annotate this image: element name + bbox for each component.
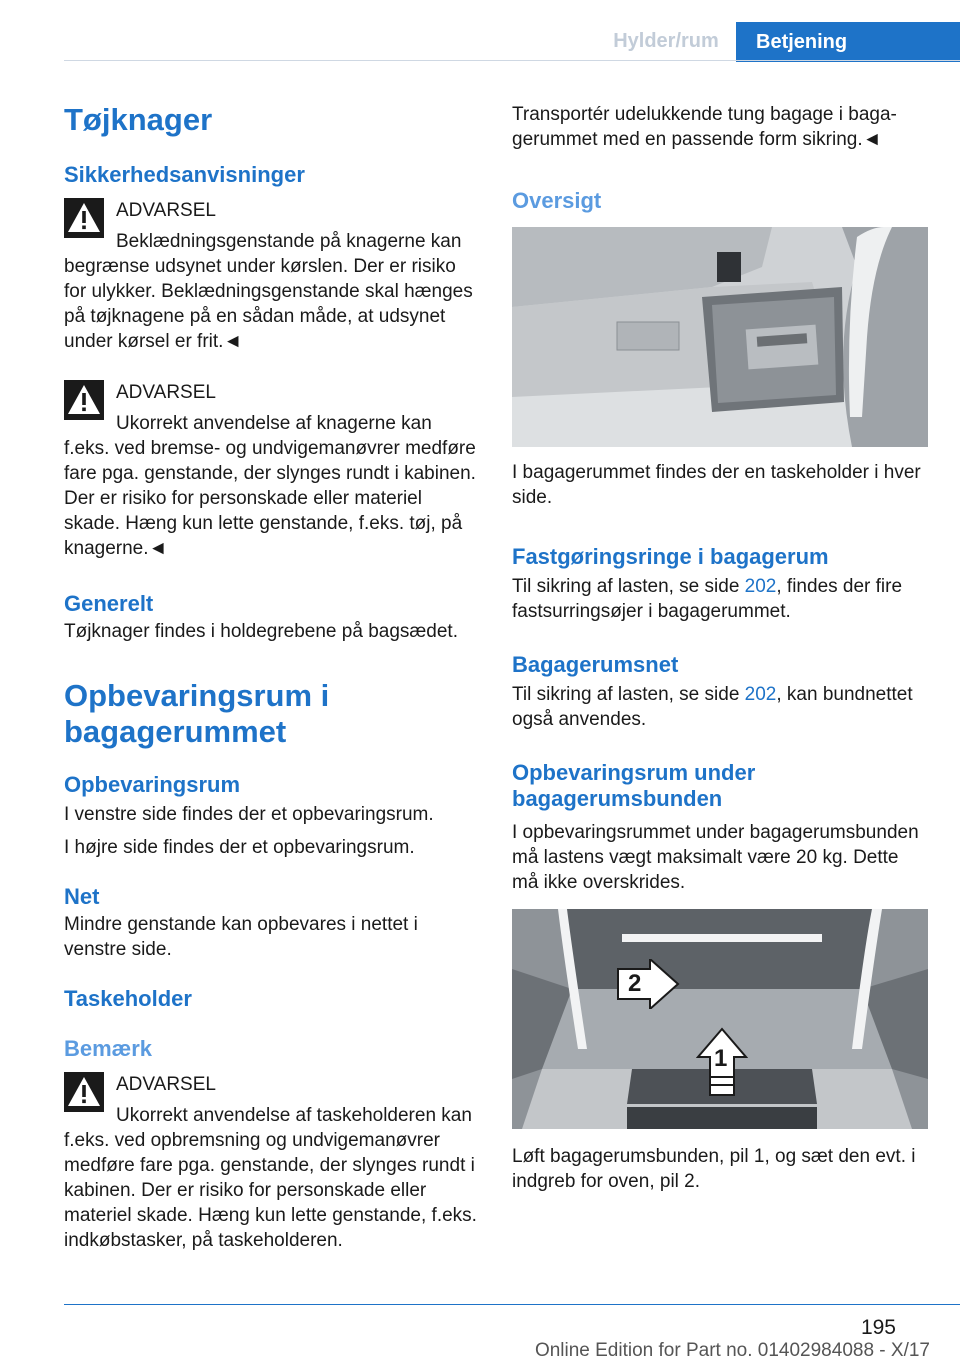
warning-block-2 [64, 380, 482, 561]
under-text: I opbevaringsrummet under bagagerumsbunden må lastens vægt maksimalt være 20 kg. Dette må ikke overskrides. [512, 822, 919, 893]
warning-text: Ukorrekt anvendelse af taskeholderen kan f.eks. ved opbremsning og undvigemanøvrer medføre fare pga. genstande, der slynges rundt i kabinen. Der er risiko for personskade eller materiel skade. Hæng kun lette genstande, f.eks. indkøbstasker, på taskeholderen. [64, 1105, 477, 1251]
net-text-right: Til sikring af lasten, se side 202, kan bundnettet også anvendes. [512, 684, 913, 730]
storage-text-right: I højre side findes der et opbevaringsrum. [64, 837, 415, 858]
overview-caption: I bagagerummet findes der en taskeholder i hver side. [512, 462, 921, 508]
arrow-1-icon [696, 1027, 748, 1097]
trunk-side-compartment-photo [512, 227, 928, 447]
page-link-202[interactable]: 202 [744, 684, 777, 705]
arrow-2-icon [616, 959, 680, 1009]
warning-triangle-icon [64, 380, 104, 420]
net-text: Mindre genstande kan opbevares i nettet i venstre side. [64, 914, 418, 960]
trunk-floor-photo [512, 909, 928, 1129]
warning-text: Beklædningsgenstande på knagerne kan begrænse udsynet under kørslen. Der er risiko for ulykker. Beklædningsgenstande skal hænges på tøjknagene på en sådan måde, at udsynet under kørsel er frit.◄ [64, 231, 473, 352]
arrow-2-label: 2 [628, 970, 642, 997]
right-column-mid [512, 460, 930, 895]
right-column-bottom [512, 1144, 930, 1194]
warning-label: ADVARSEL [116, 382, 216, 403]
header-divider [64, 60, 960, 61]
storage-text-left: I venstre side findes der et opbevaringsrum. [64, 804, 434, 825]
general-text: Tøjknager findes i holdegrebene på bagsædet. [64, 621, 458, 642]
warning-block-3 [64, 1072, 482, 1253]
tab-betjening[interactable]: Betjening [736, 22, 960, 62]
heading-fastgoeringsringe: Fastgøringsringe i bagagerum [512, 544, 829, 569]
page-link-202[interactable]: 202 [744, 576, 777, 597]
heading-taskeholder: Taskeholder [64, 986, 192, 1011]
intro-text: Transportér udelukkende tung bagage i bagagerummet med en passende form sikring.◄ [512, 104, 897, 150]
heading-generelt: Generelt [64, 591, 154, 616]
warning-triangle-icon [64, 1072, 104, 1112]
heading-opbevaringsrum: Opbevaringsrum [64, 772, 241, 797]
heading-net: Net [64, 884, 100, 909]
section-title-opbevaringsrum: Opbevaringsrum i bagagerummet [64, 678, 330, 749]
warning-label: ADVARSEL [116, 200, 216, 221]
heading-opbevaringsrum-under: Opbevaringsrum under bagagerumsbunden [512, 760, 756, 811]
left-column [64, 96, 482, 1253]
arrow-1-label: 1 [714, 1045, 728, 1072]
warning-label: ADVARSEL [116, 1074, 216, 1095]
warning-block-1 [64, 198, 482, 354]
heading-sikkerhedsanvisninger: Sikkerhedsanvisninger [64, 162, 305, 187]
tab-hylder-rum[interactable]: Hylder/rum [613, 29, 719, 52]
heading-oversigt: Oversigt [512, 188, 602, 213]
footer-divider [64, 1304, 960, 1305]
heading-bemaerk: Bemærk [64, 1036, 153, 1061]
lift-caption: Løft bagagerumsbunden, pil 1, og sæt den evt. i indgreb for oven, pil 2. [512, 1146, 916, 1192]
warning-triangle-icon [64, 198, 104, 238]
edition-footer: Online Edition for Part no. 01402984088 - X/17 [534, 1340, 930, 1361]
page-number: 195 [860, 1316, 896, 1339]
section-title-toejknager: Tøjknager [64, 102, 213, 137]
right-column [512, 102, 930, 214]
rings-text: Til sikring af lasten, se side 202, findes der fire fastsurringsøjer i bagagerummet. [512, 576, 903, 622]
warning-text: Ukorrekt anvendelse af knagerne kan f.eks. ved bremse- og undvigemanøvrer medføre fare pga. genstande, der slynges rundt i kabinen. Der er risiko for personskade eller materiel skade. Hæng kun lette genstande, f.eks. tøj, på knagerne.◄ [64, 413, 476, 559]
heading-bagagerumsnet: Bagagerumsnet [512, 652, 679, 677]
